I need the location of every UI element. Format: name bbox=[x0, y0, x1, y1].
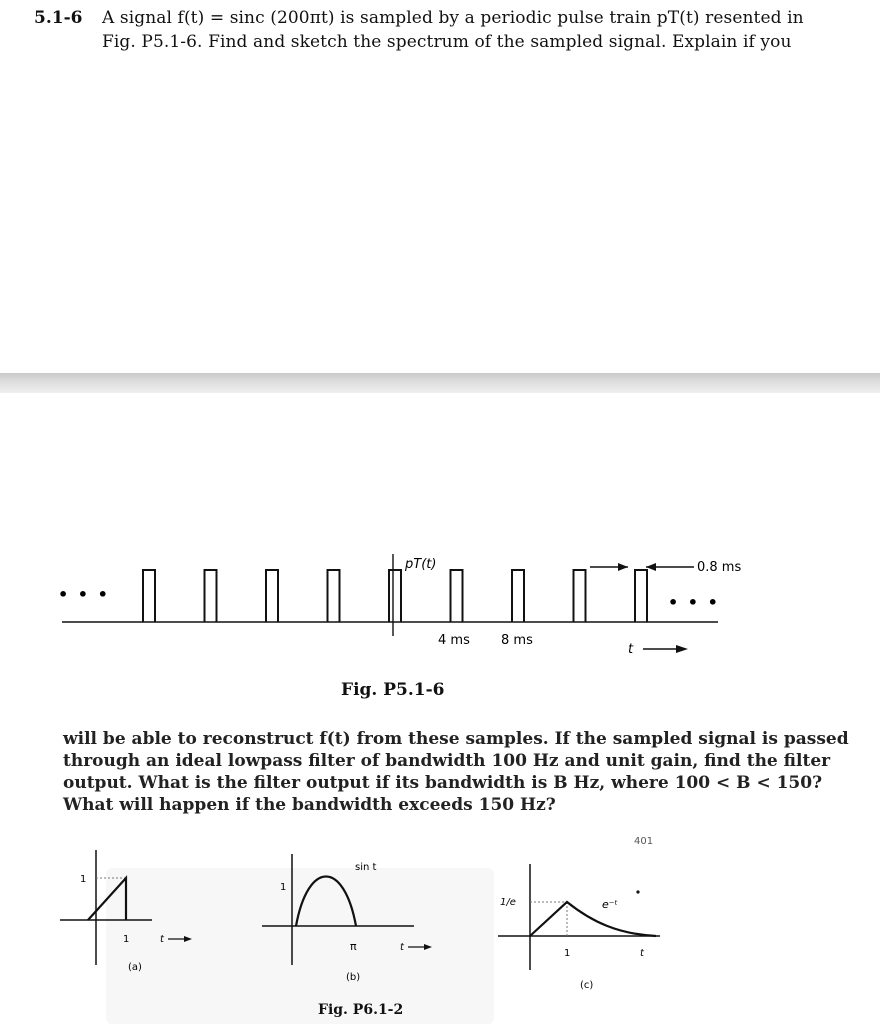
pulse bbox=[266, 570, 278, 622]
plot-a bbox=[60, 850, 192, 973]
figure-caption-p612: Fig. P6.1-2 bbox=[318, 1002, 404, 1018]
ellipsis-right: • • • bbox=[668, 593, 720, 612]
continuation-paragraph bbox=[63, 728, 849, 816]
pulse bbox=[328, 570, 340, 622]
pulse bbox=[635, 570, 647, 622]
page-divider bbox=[0, 373, 880, 393]
plot-b-curve-label: sin t bbox=[355, 862, 377, 873]
pulse-train-figure bbox=[0, 540, 880, 680]
plot-b-x-tick: π bbox=[350, 940, 357, 953]
ellipsis-left: • • • bbox=[58, 585, 110, 604]
t-arrowhead bbox=[676, 645, 688, 653]
plot-c-y-tick: 1/e bbox=[500, 897, 516, 908]
pulse bbox=[143, 570, 155, 622]
plot-c bbox=[498, 864, 660, 991]
plot-c-label: (c) bbox=[580, 980, 594, 991]
plot-c-curve-label: e⁻ᵗ bbox=[602, 898, 618, 911]
plot-a-label: (a) bbox=[128, 962, 142, 973]
width-arrowhead-left bbox=[618, 563, 628, 571]
pulse bbox=[451, 570, 463, 622]
problem-text-line-2: Fig. P5.1-6. Find and sketch the spectrum of the sampled signal. Explain if you bbox=[102, 32, 792, 52]
continuation-line-2: through an ideal lowpass filter of bandwidth 100 Hz and unit gain, find the filter bbox=[63, 751, 831, 771]
pulse bbox=[574, 570, 586, 622]
problem-text-line-1: A signal f(t) = sinc (200πt) is sampled by a periodic pulse train pT(t) resented in bbox=[102, 8, 804, 28]
continuation-line-3: output. What is the filter output if its bandwidth is B Hz, where 100 < B < 150? bbox=[63, 773, 823, 793]
plot-a-y-tick: 1 bbox=[80, 874, 87, 885]
plot-b bbox=[262, 854, 432, 983]
plot-a-t-label: t bbox=[160, 934, 164, 945]
signal-label: pT(t) bbox=[405, 557, 437, 572]
plot-b-y-tick: 1 bbox=[280, 882, 287, 893]
plot-b-t-label: t bbox=[400, 942, 404, 953]
width-label: 0.8 ms bbox=[697, 560, 742, 575]
figure-caption-p516: Fig. P5.1-6 bbox=[341, 680, 445, 700]
pulse bbox=[205, 570, 217, 622]
continuation-line-4: What will happen if the bandwidth exceeds 150 Hz? bbox=[63, 795, 556, 815]
t-axis-label: t bbox=[628, 642, 634, 657]
tick-label-4ms: 4 ms bbox=[438, 633, 470, 648]
continuation-line-1: will be able to reconstruct f(t) from these samples. If the sampled signal is passed bbox=[63, 729, 849, 749]
plot-c-x-tick: 1 bbox=[564, 948, 571, 959]
function-plots-figure bbox=[0, 830, 880, 1024]
problem-number: 5.1-6 bbox=[34, 8, 83, 28]
page-corner-number: 401 bbox=[634, 836, 654, 847]
tick-label-8ms: 8 ms bbox=[501, 633, 533, 648]
plot-b-label: (b) bbox=[346, 972, 361, 983]
pulse bbox=[389, 570, 401, 622]
plot-c-t-label: t bbox=[640, 948, 644, 959]
plot-a-x-tick: 1 bbox=[123, 934, 130, 945]
pulses bbox=[143, 570, 647, 622]
pulse bbox=[512, 570, 524, 622]
